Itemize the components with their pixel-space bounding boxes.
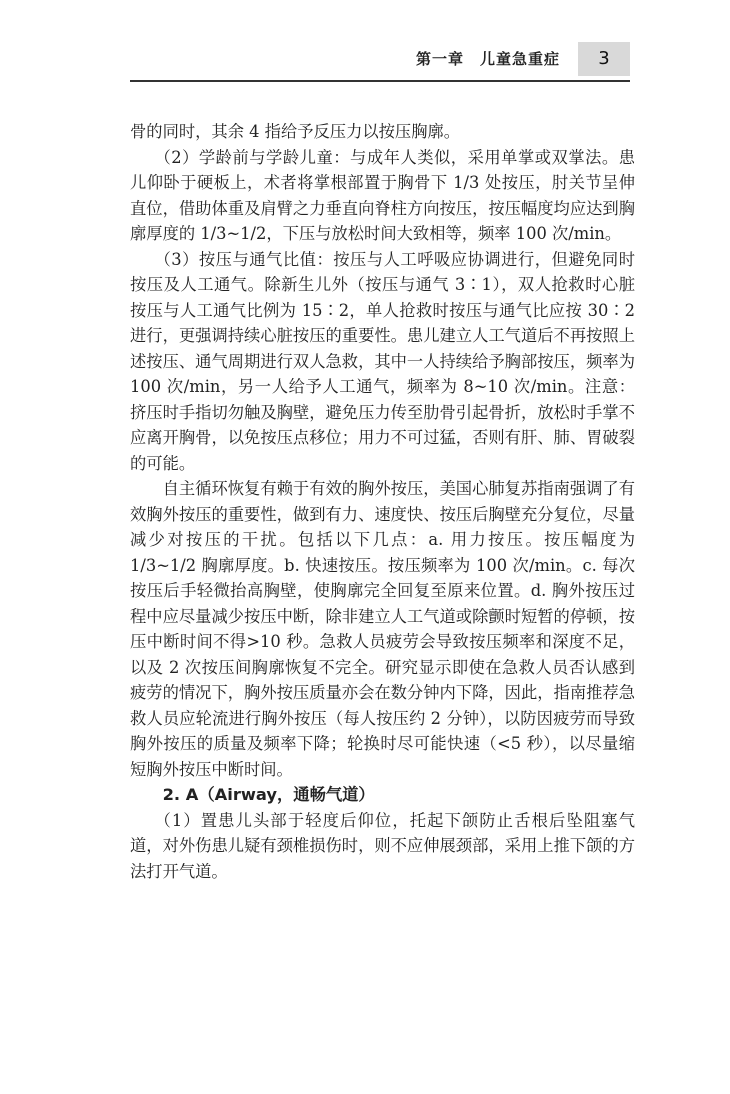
header-rule <box>130 80 630 82</box>
page-header <box>130 42 630 78</box>
paragraph-ratio: （3）按压与通气比值：按压与人工呼吸应协调进行，但避免同时按压及人工通气。除新生儿外（按压与通气 3∶1），双人抢救时心脏按压与人工通气比例为 15∶2，单人抢救时按压与通气比应按 30∶2 进行，更强调持续心脏按压的重要性。患儿建立人工气道后不再按照上述按压、通气周期进行双人急救，其中一人持续给予胸部按压，频率为 100 次/min，另一人给予人工通气，频率为 8~10 次/min。注意：挤压时手指切勿触及胸壁，避免压力传至肋骨引起骨折，放松时手掌不应离开胸骨，以免按压点移位；用力不可过猛，否则有肝、肺、胃破裂的可能。 <box>130 249 635 473</box>
paragraph-preschool: （2）学龄前与学龄儿童：与成年人类似，采用单掌或双掌法。患儿仰卧于硬板上，术者将掌根部置于胸骨下 1/3 处按压，肘关节呈伸直位，借助体重及肩臂之力垂直向脊柱方向按压，按压幅度均应达到胸廓厚度的 1/3~1/2，下压与放松时间大致相等，频率 100 次/min。 <box>130 147 635 243</box>
paragraph-airway: （1）置患儿头部于轻度后仰位，托起下颌防止舌根后坠阻塞气道，对外伤患儿疑有颈椎损伤时，则不应伸展颈部，采用上推下颌的方法打开气道。 <box>130 810 635 881</box>
paragraph-guideline: 自主循环恢复有赖于有效的胸外按压，美国心肺复苏指南强调了有效胸外按压的重要性，做到有力、速度快、按压后胸壁充分复位，尽量减少对按压的干扰。包括以下几点：a. 用力按压。按压幅度为 1/3~1/2 胸廓厚度。b. 快速按压。按压频率为 100 次/min。c. 每次按压后手轻微抬高胸壁，使胸廓完全回复至原来位置。d. 胸外按压过程中应尽量减少按压中断，除非建立人工气道或除颤时短暂的停顿，按压中断时间不得>10 秒。急救人员疲劳会导致按压频率和深度不足，以及 2 次按压间胸廓恢复不完全。研究显示即使在急救人员否认感到疲劳的情况下，胸外按压质量亦会在数分钟内下降，因此，指南推荐急救人员应轮流进行胸外按压（每人按压约 2 分钟），以防因疲劳而导致胸外按压的质量及频率下降；轮换时尽可能快速（<5 秒），以尽量缩短胸外按压中断时间。 <box>130 479 635 779</box>
section-heading-airway: 2. A（Airway，通畅气道） <box>162 785 375 804</box>
chapter-title: 第一章 儿童急重症 <box>415 50 560 68</box>
paragraph-continuation: 骨的同时，其余 4 指给予反压力以按压胸廓。 <box>130 122 461 141</box>
body-text <box>130 119 635 884</box>
page-number: 3 <box>578 42 630 76</box>
